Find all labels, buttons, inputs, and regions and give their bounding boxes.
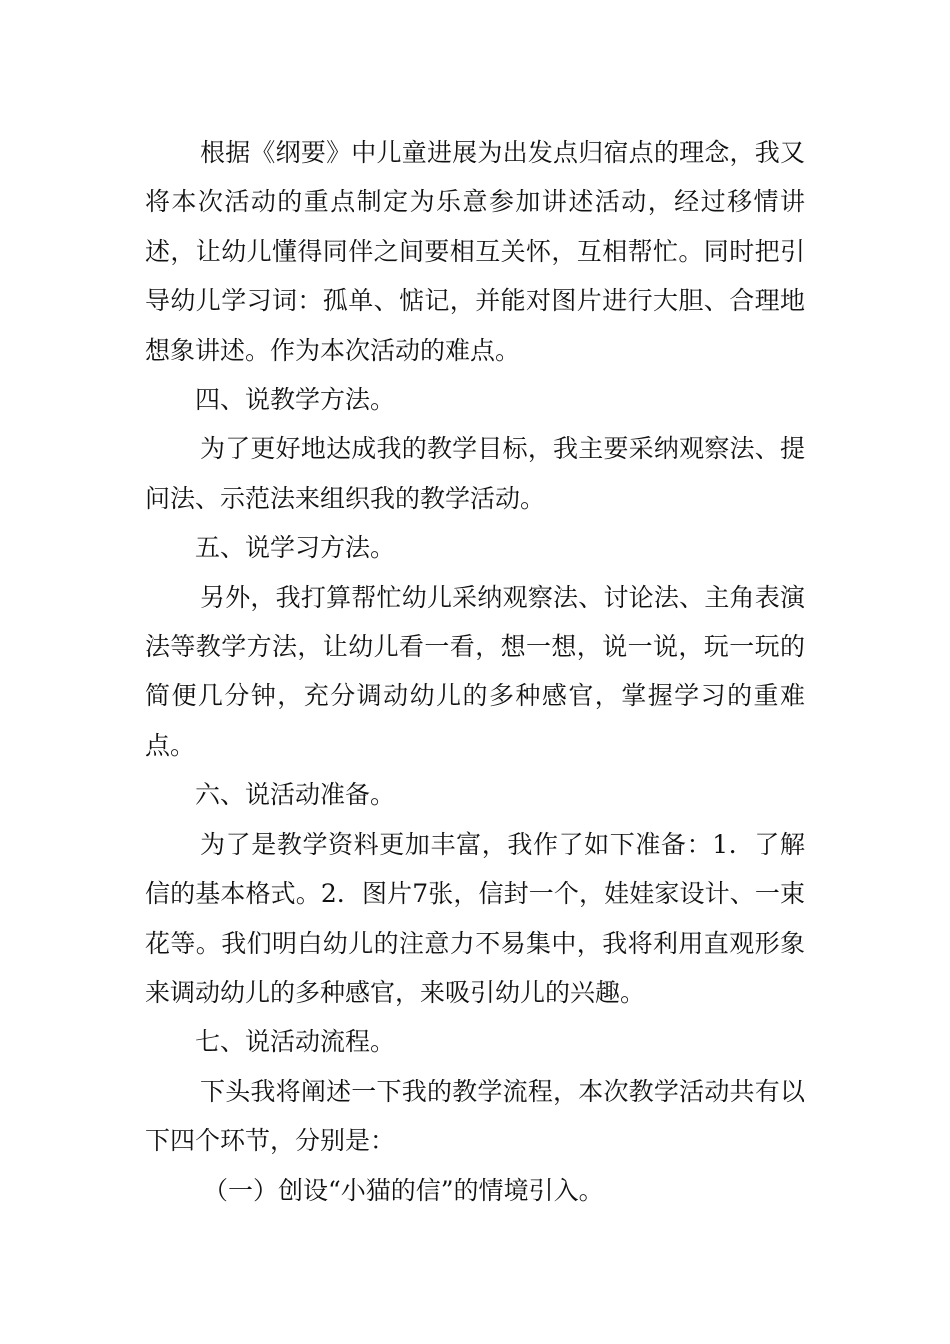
subheading-kitten-letter: （一）创设“小猫的信”的情境引入。 [203,1175,604,1205]
paragraph-key-points: 根据《纲要》中儿童进展为出发点归宿点的理念，我又将本次活动的重点制定为乐意参加讲述活动，经过移情讲述，让幼儿懂得同伴之间要相互关怀，互相帮忙。同时把引导幼儿学习词：孤单、惦记，并能对图片进行大胆、合理地想象讲述。作为本次活动的难点。 [145,138,805,365]
paragraph-activity-preparation: 为了是教学资料更加丰富，我作了如下准备：1．了解信的基本格式。2．图片7张，信封一个，娃娃家设计、一束花等。我们明白幼儿的注意力不易集中，我将利用直观形象来调动幼儿的多种感官，来吸引幼儿的兴趣。 [145,829,805,1007]
heading-activity-process: 七、说活动流程。 [195,1027,396,1057]
paragraph-teaching-methods: 为了更好地达成我的教学目标，我主要采纳观察法、提问法、示范法来组织我的教学活动。 [145,434,805,513]
paragraph-activity-process: 下头我将阐述一下我的教学流程，本次教学活动共有以下四个环节，分别是： [145,1076,805,1156]
document-body [145,128,805,1215]
heading-teaching-methods: 四、说教学方法。 [195,385,396,415]
heading-activity-preparation: 六、说活动准备。 [195,780,396,810]
paragraph-learning-methods: 另外，我打算帮忙幼儿采纳观察法、讨论法、主角表演法等教学方法，让幼儿看一看，想一想，说一说，玩一玩的简便几分钟，充分调动幼儿的多种感官，掌握学习的重难点。 [145,582,805,760]
heading-learning-methods: 五、说学习方法。 [195,533,396,563]
